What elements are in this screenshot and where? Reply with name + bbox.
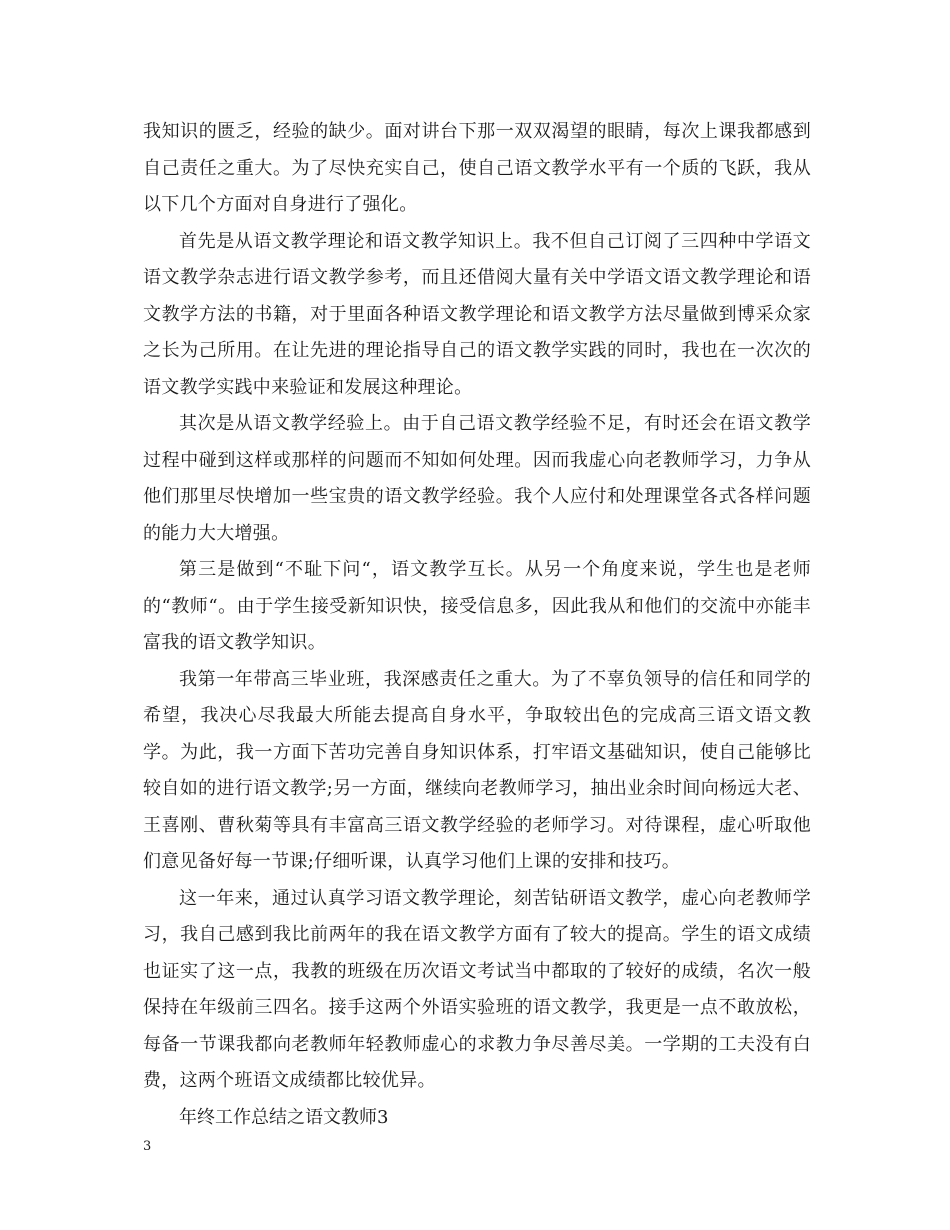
paragraph-2: 首先是从语文教学理论和语文教学知识上。我不但自己订阅了三四种中学语文语文教学杂志进行语文教学参考，而且还借阅大量有关中学语文语文教学理论和语文教学方法的书籍，对于里面各种语文教学理论和语文教学方法尽量做到博采众家之长为己所用。在让先进的理论指导自己的语文教学实践的同时，我也在一次次的语文教学实践中来验证和发展这种理论。 [143,230,811,398]
paragraph-5: 我第一年带高三毕业班，我深感责任之重大。为了不辜负领导的信任和同学的希望，我决心尽我最大所能去提高自身水平，争取较出色的完成高三语文语文教学。为此，我一方面下苦功完善自身知识体系，打牢语文基础知识，使自己能够比较自如的进行语文教学;另一方面，继续向老教师学习，抽出业余时间向杨远大老、王喜刚、曹秋菊等具有丰富高三语文教学经验的老师学习。对待课程，虚心听取他们意见备好每一节课;仔细听课，认真学习他们上课的安排和技巧。 [143,668,811,872]
paragraph-1: 我知识的匮乏，经验的缺少。面对讲台下那一双双渴望的眼睛，每次上课我都感到自己责任之重大。为了尽快充实自己，使自己语文教学水平有一个质的飞跃，我从以下几个方面对自身进行了强化。 [143,121,811,215]
page-number: 3 [143,1139,152,1154]
paragraph-6: 这一年来，通过认真学习语文教学理论，刻苦钻研语文教学，虚心向老教师学习，我自己感到我比前两年的我在语文教学方面有了较大的提高。学生的语文成绩也证实了这一点，我教的班级在历次语文考试当中都取的了较好的成绩，名次一般保持在年级前三四名。接手这两个外语实验班的语文教学，我更是一点不敢放松，每备一节课我都向老教师年轻教师虚心的求教力争尽善尽美。一学期的工夫没有白费，这两个班语文成绩都比较优异。 [143,887,811,1091]
section-heading: 年终工作总结之语文教师3 [179,1106,389,1128]
paragraph-3: 其次是从语文教学经验上。由于自己语文教学经验不足，有时还会在语文教学过程中碰到这样或那样的问题而不知如何处理。因而我虚心向老教师学习，力争从他们那里尽快增加一些宝贵的语文教学经验。我个人应付和处理课堂各式各样问题的能力大大增强。 [143,413,811,544]
document-body [143,114,811,1136]
paragraph-4: 第三是做到“不耻下问“，语文教学互长。从另一个角度来说，学生也是老师的“教师“。由于学生接受新知识快，接受信息多，因此我从和他们的交流中亦能丰富我的语文教学知识。 [143,559,811,653]
